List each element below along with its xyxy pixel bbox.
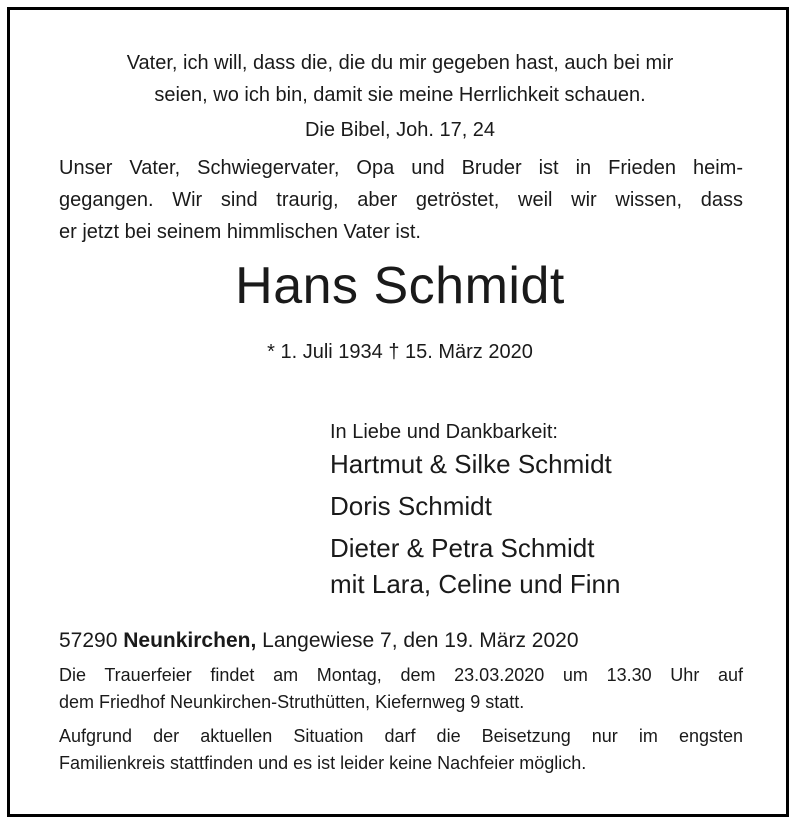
life-dates: * 1. Juli 1934 † 15. März 2020 [267, 341, 533, 363]
bible-verse-line-1: Vater, ich will, dass die, die du mir gegeben hast, auch bei mir [126, 52, 674, 74]
deceased-name: Hans Schmidt [235, 257, 565, 315]
bible-verse-line-2: seien, wo ich bin, damit sie meine Herrlichkeit schauen. [154, 84, 646, 106]
place-and-date [59, 629, 579, 653]
zip-code: 57290 [59, 629, 118, 652]
bible-reference: Die Bibel, Joh. 17, 24 [304, 119, 496, 141]
announcement-line-1: Unser Vater, Schwiegervater, Opa und Bruder ist in Frieden heim- [59, 157, 743, 179]
city-name: Neunkirchen, [123, 629, 257, 652]
funeral-info-line-1: Die Trauerfeier findet am Montag, dem 23.03.2020 um 13.30 Uhr auf [59, 665, 743, 685]
mourner-line: Dieter & Petra Schmidt [330, 533, 595, 563]
mourner-line: Doris Schmidt [330, 491, 492, 521]
funeral-info-line-2: dem Friedhof Neunkirchen-Struthütten, Kiefernweg 9 statt. [59, 692, 525, 712]
announcement-line-2: gegangen. Wir sind traurig, aber getröstet, weil wir wissen, dass [59, 189, 743, 211]
notice-line-1: Aufgrund der aktuellen Situation darf die Beisetzung nur im engsten [59, 726, 743, 746]
notice-line-2: Familienkreis stattfinden und es ist leider keine Nachfeier möglich. [59, 753, 587, 773]
street-and-date: Langewiese 7, den 19. März 2020 [262, 629, 579, 652]
announcement-line-3: er jetzt bei seinem himmlischen Vater ist. [59, 221, 421, 243]
mourners-intro: In Liebe und Dankbarkeit: [330, 421, 558, 443]
mourner-line: Hartmut & Silke Schmidt [330, 449, 612, 479]
mourner-line: mit Lara, Celine und Finn [330, 569, 621, 599]
